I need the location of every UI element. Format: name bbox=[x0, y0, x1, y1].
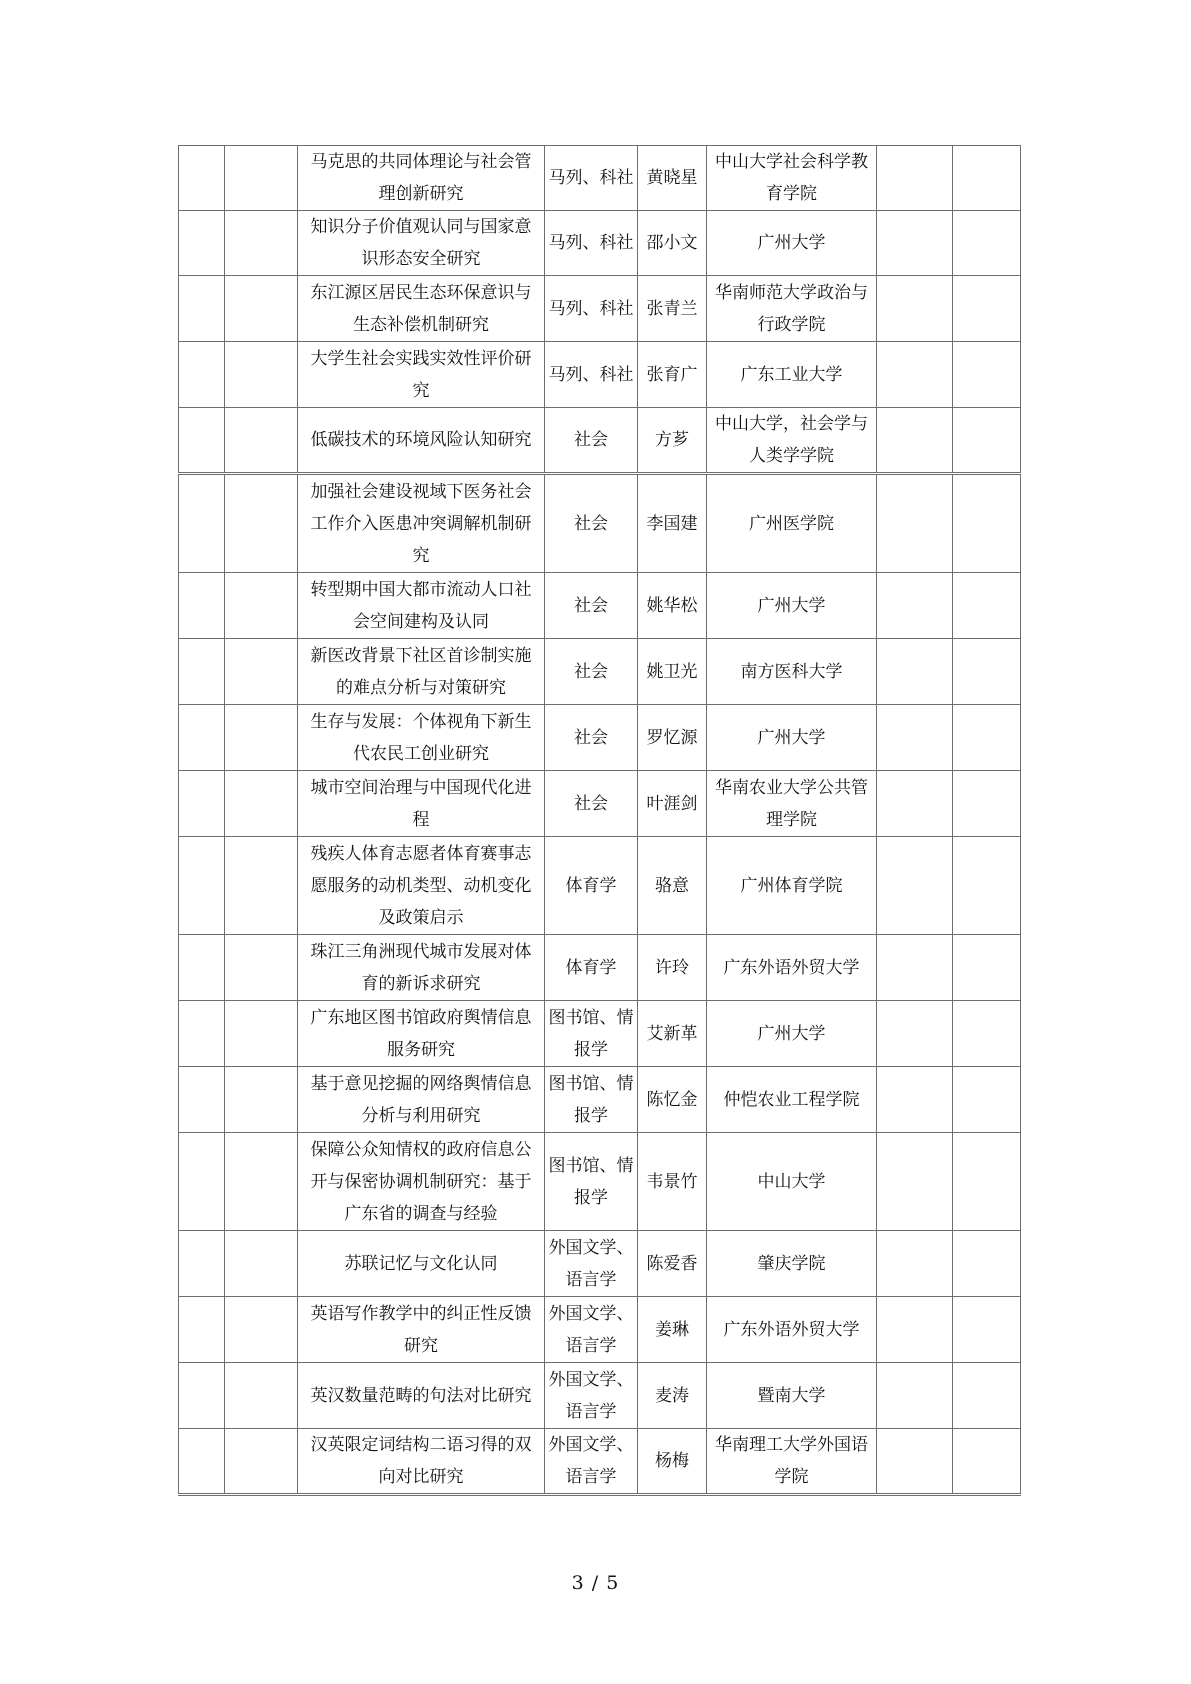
project-title-cell: 新医改背景下社区首诊制实施的难点分析与对策研究 bbox=[298, 639, 545, 705]
table-row bbox=[179, 639, 1021, 705]
empty-cell bbox=[225, 342, 298, 408]
empty-cell bbox=[179, 146, 225, 211]
empty-cell bbox=[225, 1133, 298, 1231]
organization-cell: 广东工业大学 bbox=[707, 342, 877, 408]
project-title-cell: 保障公众知情权的政府信息公开与保密协调机制研究：基于广东省的调查与经验 bbox=[298, 1133, 545, 1231]
organization-cell: 广州体育学院 bbox=[707, 837, 877, 935]
empty-cell bbox=[877, 573, 953, 639]
person-cell: 姚华松 bbox=[638, 573, 707, 639]
empty-cell bbox=[953, 1429, 1021, 1495]
empty-cell bbox=[225, 1001, 298, 1067]
empty-cell bbox=[225, 408, 298, 474]
empty-cell bbox=[953, 573, 1021, 639]
empty-cell bbox=[179, 935, 225, 1001]
empty-cell bbox=[179, 1231, 225, 1297]
empty-cell bbox=[179, 342, 225, 408]
organization-cell: 广州大学 bbox=[707, 211, 877, 276]
project-title-cell: 城市空间治理与中国现代化进程 bbox=[298, 771, 545, 837]
empty-cell bbox=[877, 639, 953, 705]
person-cell: 张育广 bbox=[638, 342, 707, 408]
table-row bbox=[179, 705, 1021, 771]
project-title-cell: 生存与发展：个体视角下新生代农民工创业研究 bbox=[298, 705, 545, 771]
empty-cell bbox=[877, 211, 953, 276]
person-cell: 陈忆金 bbox=[638, 1067, 707, 1133]
discipline-cell: 社会 bbox=[545, 474, 638, 573]
organization-cell: 华南理工大学外国语学院 bbox=[707, 1429, 877, 1495]
discipline-cell: 图书馆、情报学 bbox=[545, 1001, 638, 1067]
empty-cell bbox=[953, 1133, 1021, 1231]
organization-cell: 广州医学院 bbox=[707, 474, 877, 573]
table-row bbox=[179, 1133, 1021, 1231]
empty-cell bbox=[179, 1297, 225, 1363]
project-title-cell: 加强社会建设视域下医务社会工作介入医患冲突调解机制研究 bbox=[298, 474, 545, 573]
table-row bbox=[179, 935, 1021, 1001]
empty-cell bbox=[179, 408, 225, 474]
empty-cell bbox=[953, 1363, 1021, 1429]
discipline-cell: 外国文学、语言学 bbox=[545, 1363, 638, 1429]
project-title-cell: 广东地区图书馆政府舆情信息服务研究 bbox=[298, 1001, 545, 1067]
discipline-cell: 外国文学、语言学 bbox=[545, 1429, 638, 1495]
empty-cell bbox=[179, 705, 225, 771]
empty-cell bbox=[953, 146, 1021, 211]
discipline-cell: 马列、科社 bbox=[545, 276, 638, 342]
empty-cell bbox=[877, 705, 953, 771]
empty-cell bbox=[225, 1231, 298, 1297]
empty-cell bbox=[877, 1429, 953, 1495]
organization-cell: 仲恺农业工程学院 bbox=[707, 1067, 877, 1133]
empty-cell bbox=[179, 474, 225, 573]
empty-cell bbox=[953, 1231, 1021, 1297]
table-row bbox=[179, 837, 1021, 935]
empty-cell bbox=[179, 1363, 225, 1429]
table-row bbox=[179, 1231, 1021, 1297]
empty-cell bbox=[953, 342, 1021, 408]
empty-cell bbox=[953, 771, 1021, 837]
empty-cell bbox=[877, 1231, 953, 1297]
empty-cell bbox=[877, 1067, 953, 1133]
empty-cell bbox=[179, 573, 225, 639]
discipline-cell: 社会 bbox=[545, 771, 638, 837]
project-title-cell: 苏联记忆与文化认同 bbox=[298, 1231, 545, 1297]
empty-cell bbox=[179, 1429, 225, 1495]
organization-cell: 暨南大学 bbox=[707, 1363, 877, 1429]
person-cell: 骆意 bbox=[638, 837, 707, 935]
empty-cell bbox=[225, 146, 298, 211]
discipline-cell: 社会 bbox=[545, 573, 638, 639]
table-row bbox=[179, 1429, 1021, 1495]
empty-cell bbox=[877, 1297, 953, 1363]
person-cell: 姚卫光 bbox=[638, 639, 707, 705]
discipline-cell: 社会 bbox=[545, 705, 638, 771]
empty-cell bbox=[877, 771, 953, 837]
empty-cell bbox=[877, 474, 953, 573]
empty-cell bbox=[877, 408, 953, 474]
empty-cell bbox=[225, 474, 298, 573]
empty-cell bbox=[179, 276, 225, 342]
empty-cell bbox=[953, 837, 1021, 935]
empty-cell bbox=[953, 1067, 1021, 1133]
organization-cell: 华南农业大学公共管理学院 bbox=[707, 771, 877, 837]
empty-cell bbox=[877, 276, 953, 342]
empty-cell bbox=[179, 837, 225, 935]
table-row bbox=[179, 474, 1021, 573]
empty-cell bbox=[877, 935, 953, 1001]
empty-cell bbox=[179, 639, 225, 705]
empty-cell bbox=[953, 408, 1021, 474]
project-title-cell: 知识分子价值观认同与国家意识形态安全研究 bbox=[298, 211, 545, 276]
organization-cell: 中山大学 bbox=[707, 1133, 877, 1231]
person-cell: 艾新革 bbox=[638, 1001, 707, 1067]
empty-cell bbox=[953, 211, 1021, 276]
discipline-cell: 图书馆、情报学 bbox=[545, 1133, 638, 1231]
project-table-container bbox=[178, 145, 1020, 1496]
table-row bbox=[179, 408, 1021, 474]
person-cell: 叶涯剑 bbox=[638, 771, 707, 837]
table-row bbox=[179, 276, 1021, 342]
organization-cell: 中山大学社会科学教育学院 bbox=[707, 146, 877, 211]
person-cell: 邵小文 bbox=[638, 211, 707, 276]
project-title-cell: 汉英限定词结构二语习得的双向对比研究 bbox=[298, 1429, 545, 1495]
table-row bbox=[179, 146, 1021, 211]
discipline-cell: 外国文学、语言学 bbox=[545, 1297, 638, 1363]
empty-cell bbox=[179, 1067, 225, 1133]
discipline-cell: 马列、科社 bbox=[545, 146, 638, 211]
project-title-cell: 珠江三角洲现代城市发展对体育的新诉求研究 bbox=[298, 935, 545, 1001]
empty-cell bbox=[953, 1001, 1021, 1067]
empty-cell bbox=[877, 342, 953, 408]
empty-cell bbox=[179, 1133, 225, 1231]
organization-cell: 广州大学 bbox=[707, 1001, 877, 1067]
discipline-cell: 马列、科社 bbox=[545, 342, 638, 408]
discipline-cell: 体育学 bbox=[545, 837, 638, 935]
empty-cell bbox=[877, 1133, 953, 1231]
discipline-cell: 社会 bbox=[545, 408, 638, 474]
empty-cell bbox=[953, 474, 1021, 573]
empty-cell bbox=[225, 1067, 298, 1133]
discipline-cell: 社会 bbox=[545, 639, 638, 705]
empty-cell bbox=[877, 146, 953, 211]
organization-cell: 南方医科大学 bbox=[707, 639, 877, 705]
person-cell: 张青兰 bbox=[638, 276, 707, 342]
empty-cell bbox=[225, 1297, 298, 1363]
organization-cell: 广州大学 bbox=[707, 573, 877, 639]
empty-cell bbox=[877, 837, 953, 935]
empty-cell bbox=[179, 211, 225, 276]
empty-cell bbox=[179, 1001, 225, 1067]
person-cell: 麦涛 bbox=[638, 1363, 707, 1429]
discipline-cell: 外国文学、语言学 bbox=[545, 1231, 638, 1297]
empty-cell bbox=[225, 837, 298, 935]
empty-cell bbox=[225, 1363, 298, 1429]
person-cell: 李国建 bbox=[638, 474, 707, 573]
empty-cell bbox=[953, 639, 1021, 705]
organization-cell: 肇庆学院 bbox=[707, 1231, 877, 1297]
project-title-cell: 基于意见挖掘的网络舆情信息分析与利用研究 bbox=[298, 1067, 545, 1133]
discipline-cell: 马列、科社 bbox=[545, 211, 638, 276]
person-cell: 杨梅 bbox=[638, 1429, 707, 1495]
empty-cell bbox=[225, 276, 298, 342]
table-row bbox=[179, 1297, 1021, 1363]
project-title-cell: 转型期中国大都市流动人口社会空间建构及认同 bbox=[298, 573, 545, 639]
project-title-cell: 大学生社会实践实效性评价研究 bbox=[298, 342, 545, 408]
table-row bbox=[179, 1363, 1021, 1429]
table-row bbox=[179, 1067, 1021, 1133]
discipline-cell: 体育学 bbox=[545, 935, 638, 1001]
page-number: 3 / 5 bbox=[571, 1572, 620, 1594]
table-row bbox=[179, 771, 1021, 837]
organization-cell: 中山大学，社会学与人类学学院 bbox=[707, 408, 877, 474]
empty-cell bbox=[953, 276, 1021, 342]
empty-cell bbox=[225, 771, 298, 837]
person-cell: 方芗 bbox=[638, 408, 707, 474]
project-title-cell: 英汉数量范畴的句法对比研究 bbox=[298, 1363, 545, 1429]
organization-cell: 广东外语外贸大学 bbox=[707, 935, 877, 1001]
discipline-cell: 图书馆、情报学 bbox=[545, 1067, 638, 1133]
organization-cell: 广东外语外贸大学 bbox=[707, 1297, 877, 1363]
person-cell: 黄晓星 bbox=[638, 146, 707, 211]
project-title-cell: 东江源区居民生态环保意识与生态补偿机制研究 bbox=[298, 276, 545, 342]
empty-cell bbox=[953, 1297, 1021, 1363]
empty-cell bbox=[225, 211, 298, 276]
project-table bbox=[178, 145, 1021, 1496]
empty-cell bbox=[179, 771, 225, 837]
table-row bbox=[179, 1001, 1021, 1067]
empty-cell bbox=[225, 639, 298, 705]
project-title-cell: 低碳技术的环境风险认知研究 bbox=[298, 408, 545, 474]
organization-cell: 广州大学 bbox=[707, 705, 877, 771]
table-row bbox=[179, 573, 1021, 639]
organization-cell: 华南师范大学政治与行政学院 bbox=[707, 276, 877, 342]
person-cell: 韦景竹 bbox=[638, 1133, 707, 1231]
person-cell: 罗忆源 bbox=[638, 705, 707, 771]
table-row bbox=[179, 211, 1021, 276]
empty-cell bbox=[225, 573, 298, 639]
empty-cell bbox=[877, 1001, 953, 1067]
person-cell: 陈爱香 bbox=[638, 1231, 707, 1297]
person-cell: 许玲 bbox=[638, 935, 707, 1001]
project-title-cell: 英语写作教学中的纠正性反馈研究 bbox=[298, 1297, 545, 1363]
project-title-cell: 残疾人体育志愿者体育赛事志愿服务的动机类型、动机变化及政策启示 bbox=[298, 837, 545, 935]
empty-cell bbox=[225, 705, 298, 771]
empty-cell bbox=[953, 705, 1021, 771]
empty-cell bbox=[877, 1363, 953, 1429]
person-cell: 姜琳 bbox=[638, 1297, 707, 1363]
empty-cell bbox=[225, 935, 298, 1001]
table-row bbox=[179, 342, 1021, 408]
empty-cell bbox=[225, 1429, 298, 1495]
empty-cell bbox=[953, 935, 1021, 1001]
project-title-cell: 马克思的共同体理论与社会管理创新研究 bbox=[298, 146, 545, 211]
